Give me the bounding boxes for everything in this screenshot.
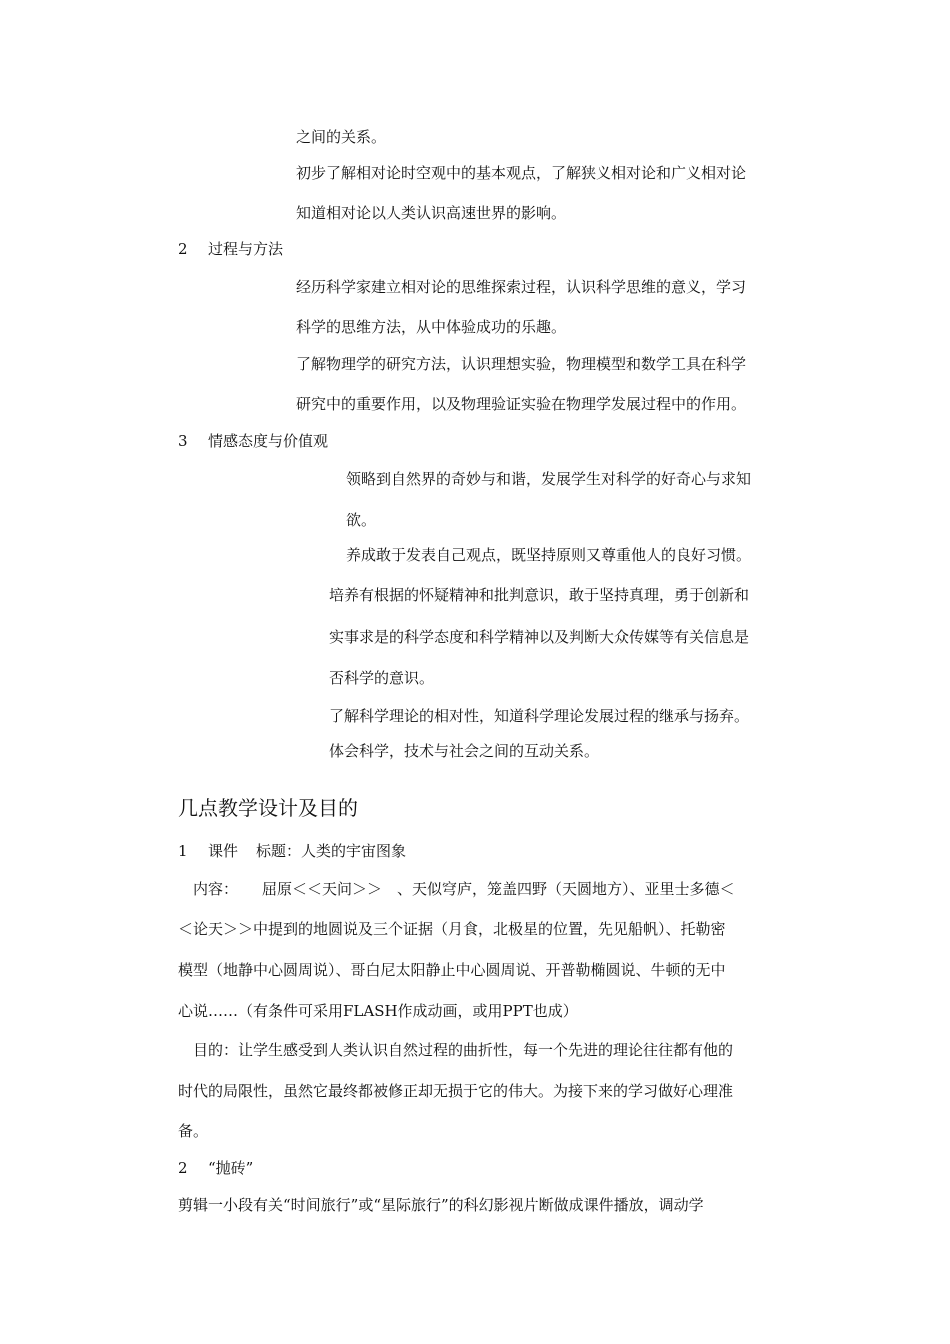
attitude-text-line: 养成敢于发表自己观点，既坚持原则又尊重他人的良好习惯。 [346,546,752,564]
section-heading-process [178,239,283,259]
section-heading-attitudes [178,431,328,451]
courseware-label: 课件 [208,842,239,860]
courseware-purpose-line: 备。 [178,1122,209,1140]
item-title: 过程与方法 [208,240,284,258]
courseware-purpose-line: 目的：让学生感受到人类认识自然过程的曲折性，每一个先进的理论往往都有他的 [193,1041,734,1059]
item-number: 3 [178,432,188,450]
item-number: 1 [178,842,188,860]
item-number: 2 [178,1159,188,1177]
courseware-content-line [193,879,735,899]
attitude-text-line: 培养有根据的怀疑精神和批判意识，敢于坚持真理，勇于创新和 [329,586,750,604]
section-title-teaching-design: 几点教学设计及目的 [178,796,358,820]
goal-text-line: 知道相对论以人类认识高速世界的影响。 [296,204,567,222]
courseware-content-line: 心说……（有条件可采用FLASH作成动画，或用PPT也成） [178,1002,578,1020]
item-title: “抛砖” [208,1159,254,1177]
attitude-text-line: 领略到自然界的奇妙与和谐，发展学生对科学的好奇心与求知 [346,470,752,488]
goal-text-line: 初步了解相对论时空观中的基本观点，了解狭义相对论和广义相对论 [296,164,747,182]
attitude-text-line: 实事求是的科学态度和科学精神以及判断大众传媒等有关信息是 [329,628,750,646]
courseware-content-line: ＜论天＞＞中提到的地圆说及三个证据（月食，北极星的位置，先见船帆）、托勒密 [178,920,726,938]
attitude-text-line: 体会科学，技术与社会之间的互动关系。 [329,742,600,760]
attitude-text-line: 欲。 [346,511,377,529]
throwing-bricks-heading [178,1158,253,1178]
item-title: 情感态度与价值观 [208,432,329,450]
courseware-heading [178,841,406,861]
process-text-line: 了解物理学的研究方法，认识理想实验，物理模型和数学工具在科学 [296,355,747,373]
throwing-bricks-text-line: 剪辑一小段有关“时间旅行”或“星际旅行”的科幻影视片断做成课件播放，调动学 [178,1196,704,1214]
content-text: 屈原＜＜天问＞＞ 、天似穹庐，笼盖四野（天圆地方）、亚里士多德＜ [262,880,735,898]
process-text-line: 科学的思维方法，从中体验成功的乐趣。 [296,318,567,336]
process-text-line: 研究中的重要作用，以及物理验证实验在物理学发展过程中的作用。 [296,395,747,413]
goal-text-line: 之间的关系。 [296,128,387,146]
process-text-line: 经历科学家建立相对论的思维探索过程，认识科学思维的意义，学习 [296,278,747,296]
item-number: 2 [178,240,188,258]
attitude-text-line: 了解科学理论的相对性，知道科学理论发展过程的继承与扬弃。 [329,707,750,725]
courseware-purpose-line: 时代的局限性，虽然它最终都被修正却无损于它的伟大。为接下来的学习做好心理准 [178,1082,734,1100]
courseware-content-line: 模型（地静中心圆周说）、哥白尼太阳静止中心圆周说、开普勒椭圆说、牛顿的无中 [178,961,726,979]
content-label: 内容： [193,880,239,898]
attitude-text-line: 否科学的意识。 [329,669,435,687]
courseware-title: 标题：人类的宇宙图象 [256,842,407,860]
